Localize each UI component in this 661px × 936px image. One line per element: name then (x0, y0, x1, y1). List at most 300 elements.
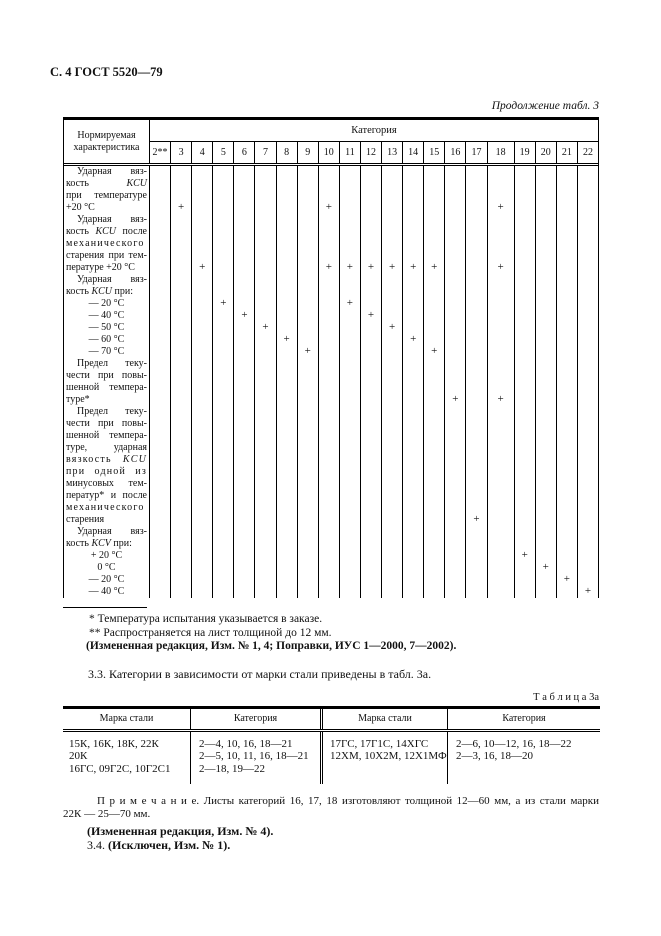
footnote-separator (63, 607, 147, 608)
table3-cell-cat-10 (318, 322, 339, 334)
table3-cell-cat-18 (487, 514, 514, 526)
table3-cell-cat-10 (318, 226, 339, 238)
table3-cell-cat-8 (276, 430, 297, 442)
table3-cell-cat-12 (360, 394, 381, 406)
table3-cell-cat-12 (360, 418, 381, 430)
table3-cell-cat-19 (514, 526, 535, 538)
table3-cell-cat-7 (254, 346, 275, 358)
table3-cell-cat-13 (381, 430, 402, 442)
table3-cell-cat-3 (170, 406, 191, 418)
table3-cell-cat-8 (276, 370, 297, 382)
table3-cell-cat-7 (254, 418, 275, 430)
table3-cell-cat-7 (254, 310, 275, 322)
paragraph-3-3: 3.3. Категории в зависимости от марки стали приведены в табл. 3а. (88, 666, 432, 681)
table3-cell-cat-11 (339, 574, 360, 586)
table3-cell-cat-13 (381, 514, 402, 526)
table3-cell-cat-21 (556, 358, 577, 370)
table3-cell-cat-9 (297, 238, 318, 250)
table3-row (64, 490, 598, 502)
table3-cell-cat-18 (487, 466, 514, 478)
table3-cell-cat-21 (556, 418, 577, 430)
table3-cell-cat-4 (191, 562, 212, 574)
table3-cell-cat-9 (297, 382, 318, 394)
table3-cell-cat-9 (297, 166, 318, 178)
table3-cell-cat-22 (577, 286, 598, 298)
impact-symbol: KCV (91, 538, 111, 549)
table3-cell-cat-14 (402, 586, 423, 598)
table3-cell-cat-22 (577, 214, 598, 226)
table3-cell-cat-14 (402, 514, 423, 526)
table3-cell-cat-22 (577, 322, 598, 334)
table3-cell-cat-9 (297, 202, 318, 214)
characteristic-label: ператур* и после (66, 490, 147, 501)
table3-cell-cat-7 (254, 562, 275, 574)
table3-cell-cat-13 (381, 166, 402, 178)
plus-mark-cat-12: + (360, 262, 381, 274)
table3-cell-cat-7 (254, 370, 275, 382)
table3-cell-cat-16 (444, 514, 465, 526)
table3-cell-cat-7 (254, 286, 275, 298)
table3-cell-cat-16 (444, 382, 465, 394)
table3-cell-cat-10 (318, 430, 339, 442)
table3-cell-cat-21 (556, 334, 577, 346)
table3-cell-cat-19 (514, 442, 535, 454)
table3-cell-cat-8 (276, 346, 297, 358)
table3-cell-cat-19 (514, 286, 535, 298)
table3-cell-cat-14 (402, 574, 423, 586)
table3-cell-cat-14 (402, 562, 423, 574)
table3-cell-cat-11 (339, 538, 360, 550)
plus-mark-cat-20: + (535, 562, 556, 574)
table3-cell-cat-12 (360, 214, 381, 226)
table3-cell-cat-2 (149, 370, 170, 382)
table3-cell-cat-18 (487, 538, 514, 550)
table3-cell-cat-4 (191, 190, 212, 202)
table3-row (64, 310, 598, 322)
table3-cell-cat-6 (233, 382, 254, 394)
table3-cell-cat-7 (254, 442, 275, 454)
table3-cell-cat-22 (577, 490, 598, 502)
table3-cell-cat-10 (318, 550, 339, 562)
table3a-col-marks-right (320, 732, 447, 784)
table3-cell-cat-2 (149, 418, 170, 430)
table3-cell-cat-9 (297, 478, 318, 490)
table3-cell-cat-2 (149, 406, 170, 418)
table3-cell-cat-2 (149, 274, 170, 286)
table3-cell-cat-4 (191, 298, 212, 310)
table3-cell-cat-12 (360, 454, 381, 466)
table3-cell-cat-9 (297, 586, 318, 598)
table3a (63, 706, 600, 784)
table3-cell-cat-9 (297, 454, 318, 466)
table3-cell-cat-5 (212, 214, 233, 226)
table3-cell-cat-14 (402, 322, 423, 334)
table3-cell-cat-20 (535, 586, 556, 598)
plus-mark-cat-10: + (318, 262, 339, 274)
table3-cell-cat-13 (381, 478, 402, 490)
table3-cell-cat-9 (297, 442, 318, 454)
table3-cell-cat-19 (514, 418, 535, 430)
plus-mark-cat-13: + (381, 322, 402, 334)
table3-row (64, 358, 598, 370)
table3-cell-cat-17 (465, 574, 486, 586)
table3-row (64, 238, 598, 250)
table3-cell-cat-17 (465, 286, 486, 298)
characteristic-label: кость KCV при: (66, 538, 132, 549)
characteristic-label: 0 °С (97, 562, 116, 573)
table3-cell-cat-12 (360, 274, 381, 286)
table3-cell-cat-6 (233, 190, 254, 202)
table3-cell-cat-19 (514, 466, 535, 478)
characteristic-label: — 70 °С (88, 346, 125, 357)
table3-cell-cat-21 (556, 382, 577, 394)
table3-cell-cat-19 (514, 406, 535, 418)
table3-cell-cat-16 (444, 526, 465, 538)
plus-mark-cat-3: + (170, 202, 191, 214)
table3-cell-cat-7 (254, 190, 275, 202)
table3-cell-cat-11 (339, 454, 360, 466)
table3-cell-cat-18 (487, 406, 514, 418)
table3-cell-cat-20 (535, 262, 556, 274)
category-column-10: 10 (318, 142, 339, 163)
table3-cell-cat-13 (381, 502, 402, 514)
table3-cell-cat-12 (360, 466, 381, 478)
table3-cell-cat-20 (535, 370, 556, 382)
table3-cell-cat-20 (535, 394, 556, 406)
table3-cell-cat-4 (191, 574, 212, 586)
table3-cell-cat-22 (577, 262, 598, 274)
table3a-line: 20К (69, 750, 88, 762)
table3-cell-cat-2 (149, 466, 170, 478)
category-column-20: 20 (535, 142, 556, 163)
table3-cell-cat-9 (297, 310, 318, 322)
table3-cell-cat-11 (339, 442, 360, 454)
table3-cell-cat-10 (318, 442, 339, 454)
table3-cell-cat-21 (556, 250, 577, 262)
table3-cell-cat-9 (297, 214, 318, 226)
plus-mark-cat-15: + (423, 346, 444, 358)
table3-cell-cat-6 (233, 538, 254, 550)
characteristic-label: механического (66, 238, 145, 249)
table3-cell-cat-12 (360, 370, 381, 382)
table3-cell-cat-11 (339, 394, 360, 406)
table3-cell-cat-4 (191, 406, 212, 418)
table3a-line: 16ГС, 09Г2С, 10Г2С1 (69, 762, 171, 775)
table3-cell-cat-18 (487, 490, 514, 502)
table3-cell-cat-16 (444, 466, 465, 478)
table3-cell-cat-19 (514, 454, 535, 466)
table3-cell-cat-9 (297, 490, 318, 502)
table3-cell-cat-16 (444, 178, 465, 190)
plus-mark-cat-14: + (402, 262, 423, 274)
table3-cell-cat-4 (191, 394, 212, 406)
table3-cell-cat-4 (191, 214, 212, 226)
table3-row (64, 190, 598, 202)
table3-cell-cat-10 (318, 406, 339, 418)
table3-cell-cat-8 (276, 454, 297, 466)
table3-cell-cat-21 (556, 454, 577, 466)
table3-cell-cat-14 (402, 298, 423, 310)
table3-row (64, 550, 598, 562)
table3-row (64, 538, 598, 550)
table3-cell-cat-11 (339, 418, 360, 430)
table3-cell-cat-19 (514, 514, 535, 526)
table3-cell-cat-15 (423, 394, 444, 406)
table3-cell-cat-13 (381, 574, 402, 586)
table3-cell-cat-3 (170, 478, 191, 490)
category-column-13: 13 (381, 142, 402, 163)
table3 (63, 117, 599, 598)
table3-cell-cat-15 (423, 454, 444, 466)
table3-cell-cat-7 (254, 454, 275, 466)
table3-cell-cat-3 (170, 442, 191, 454)
table3-cell-cat-20 (535, 406, 556, 418)
table3-cell-cat-3 (170, 538, 191, 550)
table3-cell-cat-8 (276, 526, 297, 538)
category-column-15: 15 (423, 142, 444, 163)
table3-cell-cat-15 (423, 430, 444, 442)
table3-cell-cat-12 (360, 502, 381, 514)
table3-cell-cat-17 (465, 418, 486, 430)
table3-cell-cat-20 (535, 526, 556, 538)
table3-cell-cat-20 (535, 358, 556, 370)
plus-mark-cat-18: + (487, 394, 514, 406)
table3-cell-cat-22 (577, 394, 598, 406)
table3-cell-cat-21 (556, 310, 577, 322)
table3-cell-cat-8 (276, 478, 297, 490)
table3-cell-cat-6 (233, 514, 254, 526)
table3-cell-cat-3 (170, 550, 191, 562)
table3-cell-cat-3 (170, 574, 191, 586)
table3-cell-cat-18 (487, 382, 514, 394)
table3-cell-cat-9 (297, 370, 318, 382)
table3-cell-cat-9 (297, 526, 318, 538)
table3-cell-cat-19 (514, 586, 535, 598)
table3-cell-cat-7 (254, 526, 275, 538)
table3-cell-cat-16 (444, 238, 465, 250)
characteristic-label: вязкость KCU (66, 454, 147, 465)
table3-cell-cat-3 (170, 466, 191, 478)
table3-row (64, 454, 598, 466)
table3-cell-cat-18 (487, 214, 514, 226)
table3-cell-cat-3 (170, 226, 191, 238)
table3-cell-cat-4 (191, 370, 212, 382)
table3-cell-cat-5 (212, 166, 233, 178)
table3-cell-cat-19 (514, 490, 535, 502)
table3-cell-cat-12 (360, 406, 381, 418)
table3-cell-cat-8 (276, 550, 297, 562)
impact-symbol: KCU (91, 286, 113, 297)
table3-cell-cat-18 (487, 478, 514, 490)
table3-cell-cat-22 (577, 358, 598, 370)
table3-cell-cat-3 (170, 526, 191, 538)
table3a-line: 2—4, 10, 16, 18—21 (199, 737, 293, 750)
table3-cell-cat-18 (487, 190, 514, 202)
table3-cell-cat-18 (487, 286, 514, 298)
table3-cell-cat-12 (360, 478, 381, 490)
table3-cell-cat-20 (535, 214, 556, 226)
table3-cell-cat-15 (423, 298, 444, 310)
table3-cell-cat-13 (381, 418, 402, 430)
characteristic-label: кость KCU при: (66, 286, 134, 297)
table3-cell-cat-16 (444, 562, 465, 574)
table3-cell-cat-5 (212, 538, 233, 550)
table3-cell-cat-5 (212, 286, 233, 298)
table3-cell-cat-20 (535, 382, 556, 394)
table3-cell-cat-8 (276, 262, 297, 274)
table3-cell-cat-18 (487, 334, 514, 346)
table3-cell-cat-13 (381, 274, 402, 286)
table3-cell-cat-16 (444, 538, 465, 550)
table3-cell-cat-14 (402, 274, 423, 286)
table3-cell-cat-2 (149, 574, 170, 586)
table3-cell-cat-5 (212, 478, 233, 490)
table3-cell-cat-15 (423, 214, 444, 226)
table3-cell-cat-18 (487, 346, 514, 358)
table3-cell-cat-2 (149, 226, 170, 238)
table3-cell-cat-10 (318, 370, 339, 382)
table3-cell-cat-5 (212, 178, 233, 190)
table3-cell-cat-19 (514, 190, 535, 202)
table3-row (64, 562, 598, 574)
table3-cell-cat-21 (556, 298, 577, 310)
table3-cell-cat-22 (577, 454, 598, 466)
table3-cell-cat-17 (465, 550, 486, 562)
table3-cell-cat-2 (149, 478, 170, 490)
table3-cell-cat-12 (360, 442, 381, 454)
table3-cell-cat-21 (556, 178, 577, 190)
category-column-22: 22 (577, 142, 598, 163)
table3-row (64, 178, 598, 190)
table3-cell-cat-15 (423, 502, 444, 514)
table3-cell-cat-17 (465, 334, 486, 346)
plus-mark-cat-10: + (318, 202, 339, 214)
table3-cell-cat-17 (465, 394, 486, 406)
table3-cell-cat-20 (535, 442, 556, 454)
table3-cell-cat-21 (556, 526, 577, 538)
plus-mark-cat-21: + (556, 574, 577, 586)
plus-mark-cat-19: + (514, 550, 535, 562)
table3-cell-cat-8 (276, 166, 297, 178)
table3-cell-cat-6 (233, 394, 254, 406)
table3-cell-cat-2 (149, 382, 170, 394)
table3-cell-cat-9 (297, 322, 318, 334)
table3-cell-cat-4 (191, 538, 212, 550)
table3-cell-cat-12 (360, 358, 381, 370)
category-column-2: 2** (149, 142, 170, 163)
characteristic-label: + 20 °С (90, 550, 123, 561)
table3-cell-cat-19 (514, 250, 535, 262)
table3-cell-cat-11 (339, 178, 360, 190)
table3-cell-cat-15 (423, 526, 444, 538)
table3-cell-cat-4 (191, 310, 212, 322)
table3-cell-cat-18 (487, 166, 514, 178)
table3-cell-cat-5 (212, 550, 233, 562)
table3-cell-cat-22 (577, 346, 598, 358)
table3-header (64, 120, 598, 166)
table3-cell-cat-13 (381, 562, 402, 574)
table3-cell-cat-11 (339, 226, 360, 238)
table3-cell-cat-22 (577, 370, 598, 382)
table3-cell-cat-6 (233, 478, 254, 490)
category-column-21: 21 (556, 142, 577, 163)
category-column-11: 11 (339, 142, 360, 163)
table3-row (64, 370, 598, 382)
table3-cell-cat-14 (402, 502, 423, 514)
table3-cell-cat-17 (465, 202, 486, 214)
table3-cell-cat-15 (423, 574, 444, 586)
table3-cell-cat-21 (556, 514, 577, 526)
category-title: Категория (149, 120, 598, 142)
table3-cell-cat-3 (170, 418, 191, 430)
table3-cell-cat-19 (514, 238, 535, 250)
table3-cell-cat-3 (170, 514, 191, 526)
table3-cell-cat-7 (254, 274, 275, 286)
plus-mark-cat-11: + (339, 262, 360, 274)
table3-cell-cat-6 (233, 286, 254, 298)
table3-cell-cat-20 (535, 286, 556, 298)
table3-cell-cat-22 (577, 298, 598, 310)
table3-cell-cat-9 (297, 394, 318, 406)
table3-cell-cat-15 (423, 166, 444, 178)
table3-cell-cat-17 (465, 478, 486, 490)
table3-cell-cat-18 (487, 562, 514, 574)
table3-cell-cat-9 (297, 274, 318, 286)
plus-mark-cat-5: + (212, 298, 233, 310)
plus-mark-cat-17: + (465, 514, 486, 526)
table3-cell-cat-5 (212, 238, 233, 250)
table3-cell-cat-14 (402, 490, 423, 502)
table3-cell-cat-8 (276, 514, 297, 526)
label-header-line2: характеристика (73, 141, 140, 153)
table3-cell-cat-14 (402, 166, 423, 178)
table3-row (64, 322, 598, 334)
table3-cell-cat-10 (318, 562, 339, 574)
table3-cell-cat-8 (276, 178, 297, 190)
table3-cell-cat-16 (444, 586, 465, 598)
table3-cell-cat-18 (487, 550, 514, 562)
table3-cell-cat-3 (170, 166, 191, 178)
table3-cell-cat-16 (444, 250, 465, 262)
table3a-header (63, 709, 600, 732)
table3-row (64, 334, 598, 346)
table3-cell-cat-17 (465, 370, 486, 382)
table3-cell-cat-10 (318, 250, 339, 262)
table3-cell-cat-14 (402, 358, 423, 370)
plus-mark-cat-9: + (297, 346, 318, 358)
table3-cell-cat-11 (339, 346, 360, 358)
table3-cell-cat-22 (577, 418, 598, 430)
characteristic-label: механического (66, 502, 145, 513)
impact-symbol: KCU (95, 226, 117, 237)
table3-cell-cat-18 (487, 526, 514, 538)
table3-cell-cat-14 (402, 406, 423, 418)
table3-cell-cat-6 (233, 262, 254, 274)
table3-cell-cat-4 (191, 478, 212, 490)
table3-cell-cat-21 (556, 166, 577, 178)
table3-cell-cat-13 (381, 298, 402, 310)
table3-cell-cat-18 (487, 418, 514, 430)
characteristic-label: +20 °С (66, 202, 95, 213)
table3-cell-cat-5 (212, 406, 233, 418)
table3-cell-cat-13 (381, 466, 402, 478)
table3-cell-cat-19 (514, 430, 535, 442)
table3-cell-cat-5 (212, 502, 233, 514)
table3-row (64, 250, 598, 262)
table3-cell-cat-11 (339, 550, 360, 562)
table3-cell-cat-10 (318, 586, 339, 598)
table3-cell-cat-7 (254, 226, 275, 238)
